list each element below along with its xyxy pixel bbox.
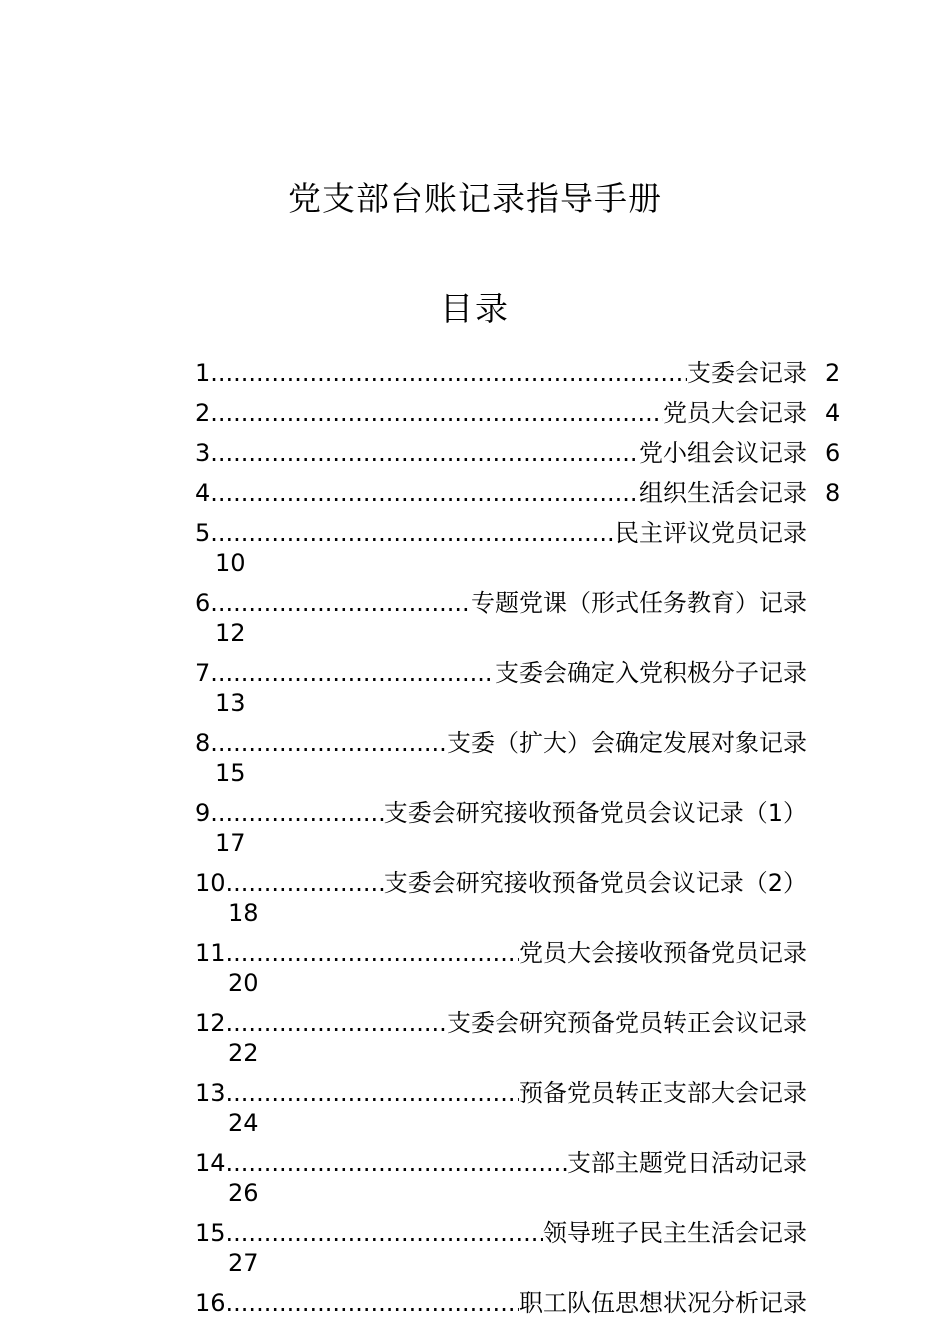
dot-leader xyxy=(210,398,663,428)
toc-entry-number: 2 xyxy=(195,399,211,427)
toc-entry-page: 22 xyxy=(228,1039,259,1067)
toc-entry[interactable] xyxy=(195,398,841,428)
toc-entry-page: 13 xyxy=(215,689,246,717)
dot-leader xyxy=(226,1008,447,1038)
toc-entry-page: 24 xyxy=(228,1109,259,1137)
toc-entry[interactable] xyxy=(195,1008,807,1067)
toc-entry[interactable] xyxy=(195,518,807,577)
toc-entry[interactable] xyxy=(195,938,807,997)
dot-leader xyxy=(210,438,639,468)
toc-entry-label: 支委会研究接收预备党员会议记录（2） xyxy=(383,869,807,897)
toc-entry-number: 13 xyxy=(195,1079,226,1107)
toc-entry-label: 党员大会记录 xyxy=(663,399,807,427)
toc-entry-page: 26 xyxy=(228,1179,259,1207)
toc-entry[interactable] xyxy=(195,478,841,508)
toc-entry[interactable] xyxy=(195,1078,807,1137)
toc-entry[interactable] xyxy=(195,438,841,468)
dot-leader xyxy=(226,1218,543,1248)
toc-entry-page: 8 xyxy=(825,479,841,507)
toc-entry-page: 17 xyxy=(215,829,246,857)
toc-entry-label: 专题党课（形式任务教育）记录 xyxy=(471,589,807,617)
toc-entry-label: 领导班子民主生活会记录 xyxy=(543,1219,807,1247)
dot-leader xyxy=(210,478,639,508)
toc-entry-label: 支委会记录 xyxy=(687,359,807,387)
toc-heading: 目录 xyxy=(440,289,510,328)
toc-entry[interactable] xyxy=(195,658,807,717)
toc-entry[interactable] xyxy=(195,1148,807,1207)
toc-entry-number: 8 xyxy=(195,729,211,757)
toc-entry-number: 1 xyxy=(195,359,211,387)
toc-entry-number: 7 xyxy=(195,659,211,687)
toc-entry[interactable] xyxy=(195,358,841,388)
toc-entry-number: 14 xyxy=(195,1149,226,1177)
dot-leader xyxy=(226,1288,519,1318)
dot-leader xyxy=(226,1148,567,1178)
toc-entry-label: 支委（扩大）会确定发展对象记录 xyxy=(447,729,807,757)
toc-entry-page: 6 xyxy=(825,439,841,467)
toc-entry-page: 18 xyxy=(228,899,259,927)
toc-entry-label: 支部主题党日活动记录 xyxy=(567,1149,807,1177)
toc-entry-number: 12 xyxy=(195,1009,226,1037)
toc-entry[interactable] xyxy=(195,868,807,927)
toc-entry-number: 9 xyxy=(195,799,211,827)
dot-leader xyxy=(210,728,447,758)
dot-leader xyxy=(210,518,615,548)
dot-leader xyxy=(226,1078,519,1108)
dot-leader xyxy=(210,588,471,618)
toc-entry-page: 4 xyxy=(825,399,841,427)
toc-entry-page: 27 xyxy=(228,1249,259,1277)
dot-leader xyxy=(226,868,384,898)
dot-leader xyxy=(226,938,519,968)
toc-entry-label: 党员大会接收预备党员记录 xyxy=(519,939,807,967)
toc-entry-number: 6 xyxy=(195,589,211,617)
toc-entry-page: 15 xyxy=(215,759,246,787)
toc-entry-page: 10 xyxy=(215,549,246,577)
dot-leader xyxy=(210,358,687,388)
toc-entry-number: 4 xyxy=(195,479,211,507)
toc-entry-page: 12 xyxy=(215,619,246,647)
toc-entry-label: 支委会研究预备党员转正会议记录 xyxy=(447,1009,807,1037)
toc-entry-number: 15 xyxy=(195,1219,226,1247)
toc-entry[interactable] xyxy=(195,1288,807,1318)
toc-entry-label: 支委会确定入党积极分子记录 xyxy=(495,659,807,687)
toc-entry-number: 16 xyxy=(195,1289,226,1317)
toc-entry-number: 11 xyxy=(195,939,226,967)
toc-entry-label: 职工队伍思想状况分析记录 xyxy=(519,1289,807,1317)
toc-entry[interactable] xyxy=(195,1218,807,1277)
toc-entry-label: 预备党员转正支部大会记录 xyxy=(519,1079,807,1107)
toc-entry-page: 20 xyxy=(228,969,259,997)
toc-entry-page: 2 xyxy=(825,359,841,387)
toc-entry[interactable] xyxy=(195,798,807,857)
dot-leader xyxy=(210,658,495,688)
toc-entry[interactable] xyxy=(195,728,807,787)
toc-entry-label: 党小组会议记录 xyxy=(639,439,807,467)
toc-entry-number: 5 xyxy=(195,519,211,547)
toc-entry[interactable] xyxy=(195,588,807,647)
toc-entry-label: 支委会研究接收预备党员会议记录（1） xyxy=(383,799,807,827)
toc-entry-label: 组织生活会记录 xyxy=(639,479,807,507)
dot-leader xyxy=(210,798,383,828)
document-title: 党支部台账记录指导手册 xyxy=(288,179,662,218)
toc-entry-number: 10 xyxy=(195,869,226,897)
toc-entry-number: 3 xyxy=(195,439,211,467)
toc-entry-label: 民主评议党员记录 xyxy=(615,519,807,547)
